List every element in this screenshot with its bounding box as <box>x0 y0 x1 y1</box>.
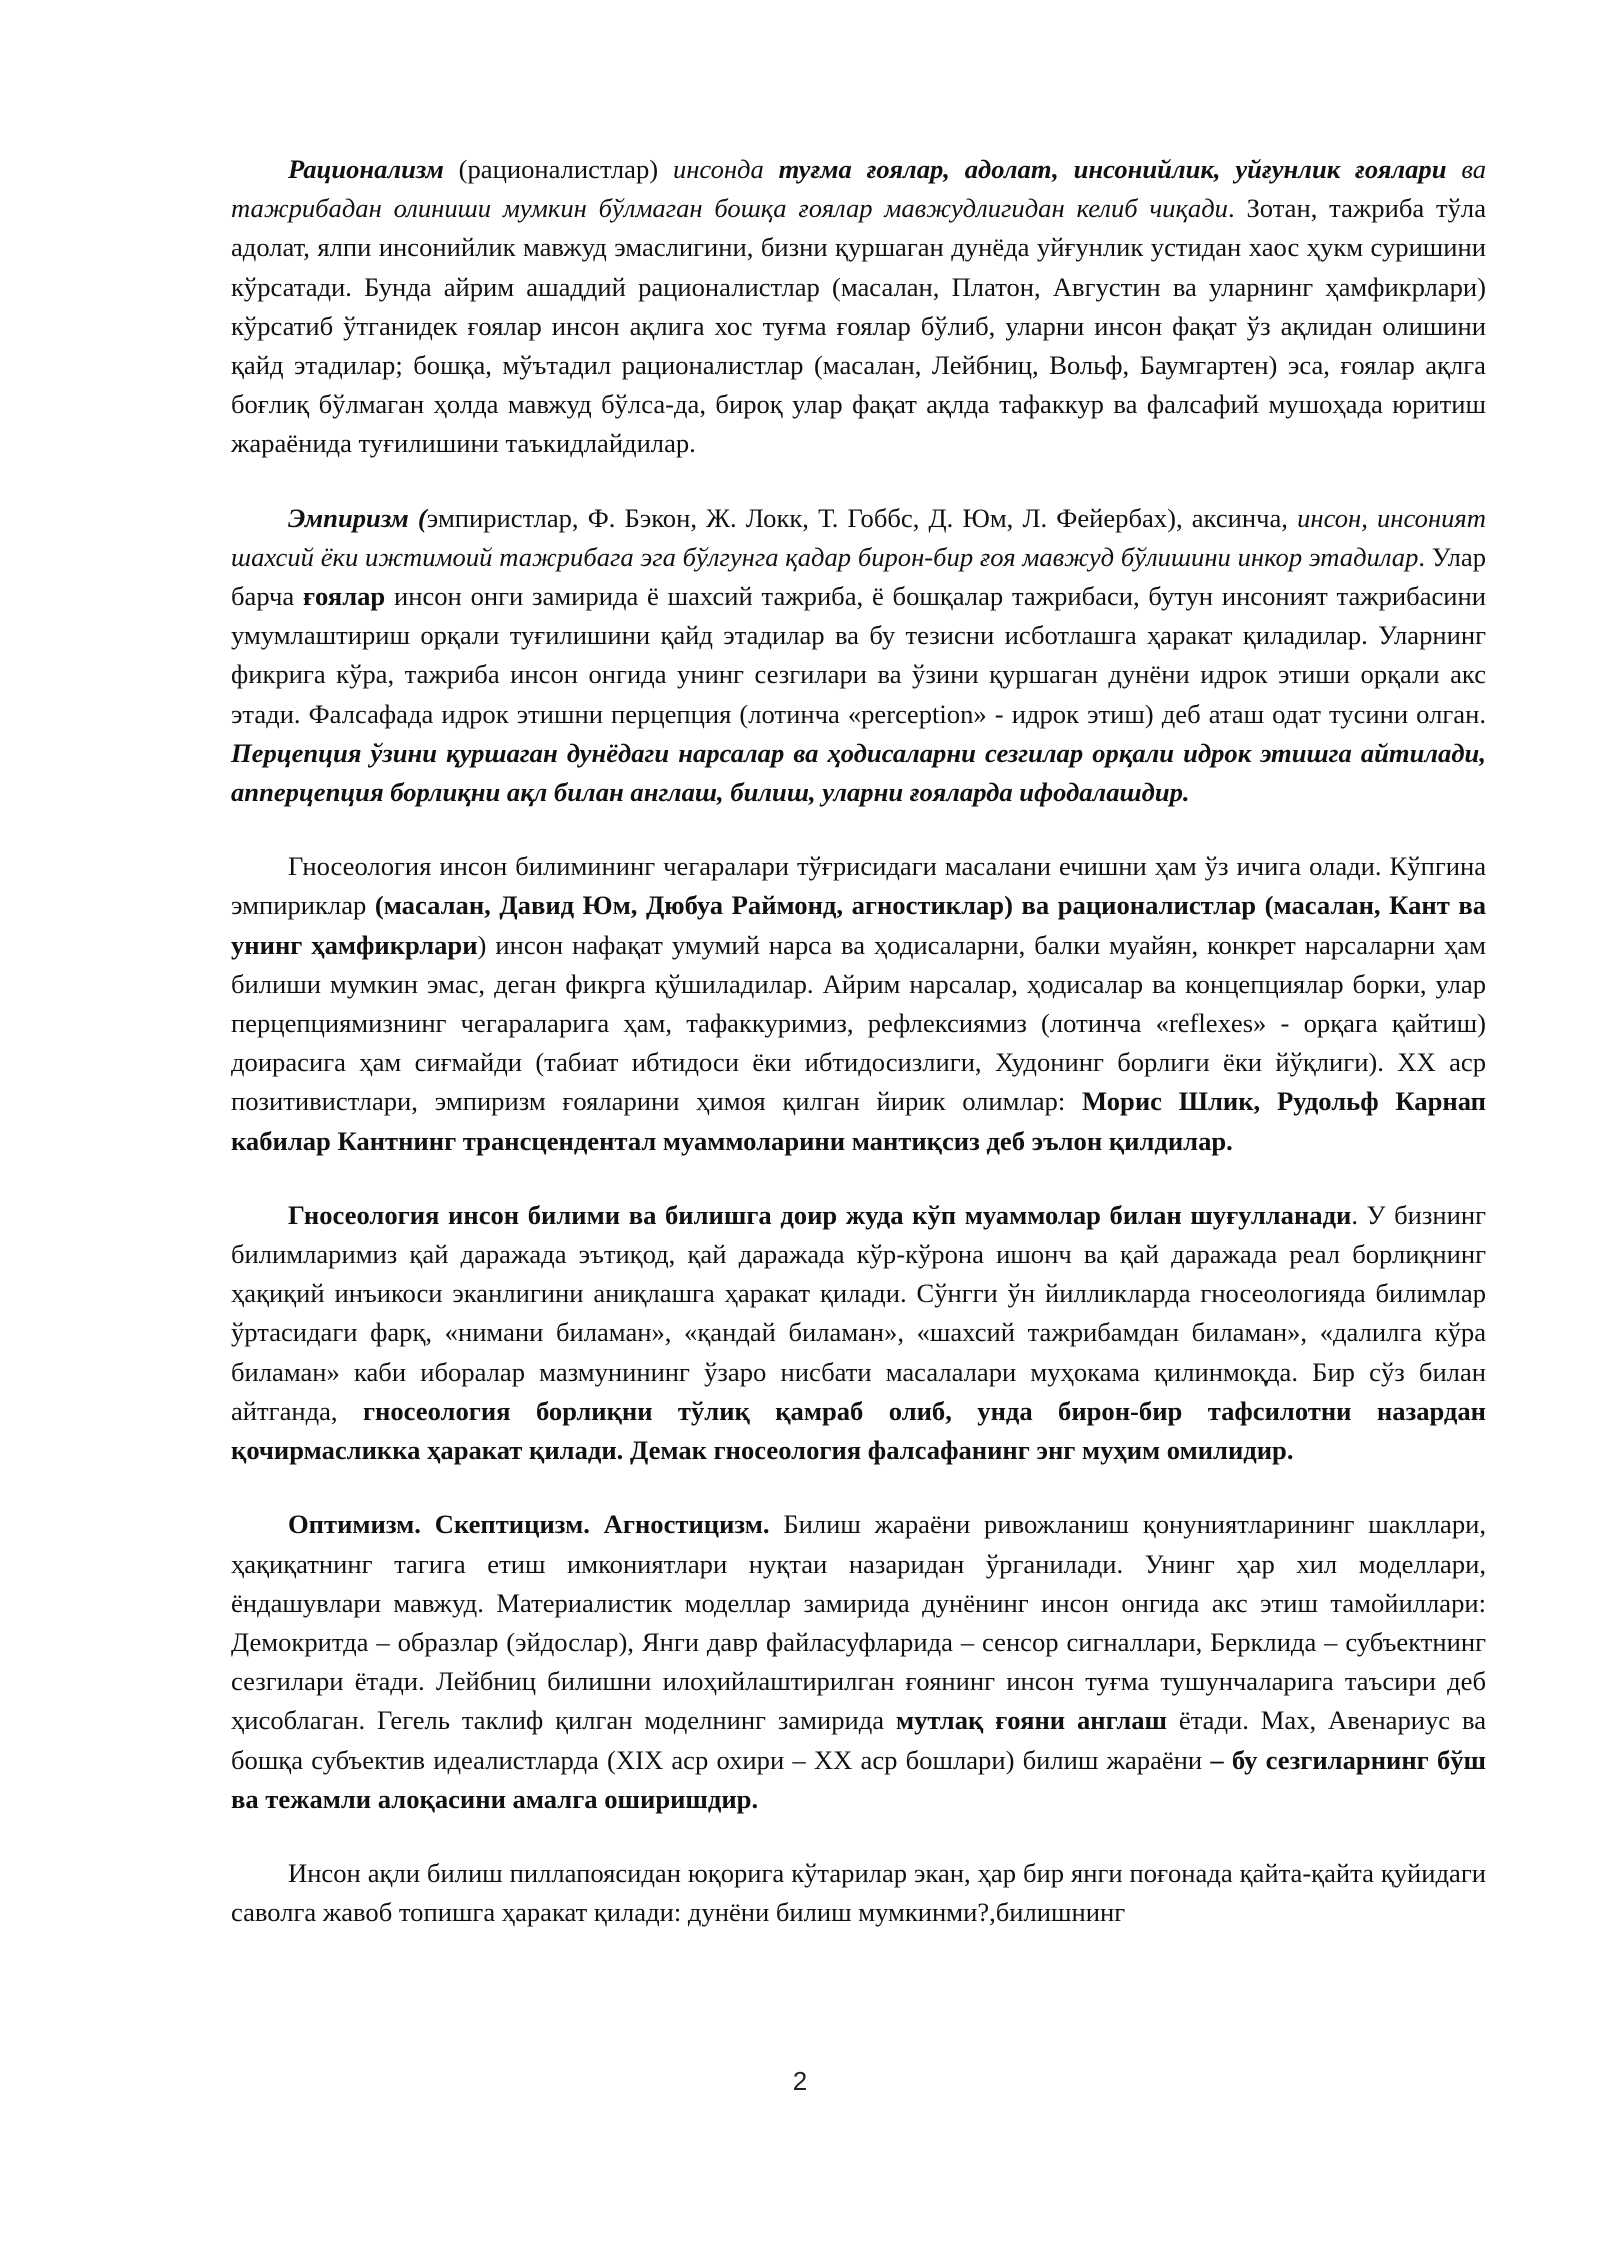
page-number: 2 <box>792 2066 808 2096</box>
text-run: мутлақ ғояни англаш <box>895 1705 1168 1736</box>
text-run: Эмпиризм ( <box>288 502 427 533</box>
text-run: – бу сезгиларнинг бўш ва тежамли алоқасини амалга оширишдир. <box>231 1744 1486 1814</box>
text-run: туғма ғоялар, адолат, инсонийлик, уйғунлик ғоялари <box>778 154 1447 184</box>
paragraph-optimism-skepticism <box>231 1505 1486 1819</box>
text-run: . Улар барча <box>231 541 1487 612</box>
text-run: (масалан, Давид Юм, Дюбуа Раймонд, агностиклар) ва рационалистлар (масалан, Кант ва унинг ҳамфикрлари <box>231 890 1486 960</box>
text-run: Инсон ақли билиш пиллапоясидан юқорига кўтарилар экан, ҳар бир янги поғонада қайта-қайта қуйидаги саволга жавоб топишга ҳаракат қилади: дунёни билиш мумкинми?,билишнинг <box>231 1857 1486 1928</box>
paragraph-human-mind <box>231 1854 1486 1932</box>
text-run: Перцепция ўзини қуршаган дунёдаги нарсалар ва ҳодисаларни сезгилар орқали идрок этишга айтилади, апперцепция борлиқни ақл билан англаш, билиш, уларни ғояларда ифодалашдир. <box>231 737 1486 808</box>
text-run: инсонда <box>672 154 779 184</box>
paragraph-rationalism <box>231 150 1486 464</box>
text-run: ) инсон нафақат умумий нарса ва ҳодисаларни, балки муайян, конкрет нарсаларни ҳам билиши мумкин эмас, деган фикрга қўшиладилар. Айрим нарсалар, ҳодисалар ва концепциялар борки, улар перцепциямизнинг чегараларига ҳам, тафаккуримиз, рефлексиямиз (лотинча «reflexes» - орқага қайтиш) доирасига ҳам сиғмайди (табиат ибтидоси ёки ибтидосизлиги, Худонинг борлиги ёки йўқлиги). XX аср позитивистлари, эмпиризм ғояларини ҳимоя қилган йирик олимлар: <box>231 929 1486 1117</box>
text-run: (рационалистлар) <box>443 154 673 184</box>
document-page <box>231 150 1486 1932</box>
text-run: эмпиристлар, Ф. Бэкон, Ж. Локк, Т. Гоббс, Д. Юм, Л. Фейербах), аксинча, <box>426 502 1298 533</box>
paragraph-gnoseology-limits <box>231 847 1486 1161</box>
paragraph-empiricism <box>231 499 1486 813</box>
text-run: ва тажрибадан олиниши мумкин бўлмаган бошқа ғоялар мавжудлигидан келиб чиқади <box>231 154 1486 224</box>
text-run: Гносеология инсон билимининг чегаралари тўғрисидаги масалани ечишни ҳам ўз ичига олади. Кўпгина эмпириклар <box>231 851 1486 921</box>
text-run: Билиш жараёни ривожланиш қонуниятларининг шакллари, ҳақиқатнинг тагига етиш имкониятлари нуқтаи назаридан ўрганилади. Унинг ҳар хил моделлари, ёндашувлари мавжуд. Материалистик моделлар замирида дунёнинг инсон онгида акс этиш тамойиллари: Демокритда – образлар (эйдослар), Янги давр файласуфларида – сенсор сигналлари, Берклида – субъектнинг сезгилари ётади. Лейбниц билишни илоҳийлаштирилган ғоянинг инсон туғма тушунчаларига таъсири деб ҳисоблаган. Гегель таклиф қилган моделнинг замирида <box>231 1509 1487 1736</box>
text-run: Гносеология инсон билими ва билишга доир жуда кўп муаммолар билан шуғулланади <box>288 1199 1352 1230</box>
text-run: ётади. Мах, Авенариус ва бошқа субъектив идеалистларда (XIX аср охири – XX аср бошлари) билиш жараёни <box>231 1705 1487 1775</box>
text-run: Морис Шлик, Рудольф Карнап кабилар Кантнинг трансцендентал муаммоларини мантиқсиз деб эълон қилдилар. <box>231 1086 1486 1156</box>
text-run: гносеология борлиқни тўлиқ қамраб олиб, унда бирон-бир тафсилотни назардан қочирмасликка ҳаракат қилади. Демак гносеология фалсафанинг энг муҳим омилидир. <box>231 1395 1487 1466</box>
text-run: . У бизнинг билимларимиз қай даражада эътиқод, қай даражада кўр-кўрона ишонч ва қай даражада реал борлиқнинг ҳақиқий инъикоси эканлигини аниқлашга ҳаракат қилади. Сўнгги ўн йилликларда гносеологияда билимлар ўртасидаги фарқ, «нимани биламан», «қандай биламан», «шахсий тажрибамдан биламан», «далилга кўра биламан» каби иборалар мазмунининг ўзаро нисбати масалалари муҳокама қилинмоқда. Бир сўз билан айтганда, <box>231 1199 1486 1426</box>
text-run: инсон, инсоният шахсий ёки ижтимоий тажрибага эга бўлгунга қадар бирон-бир ғоя мавжуд бўлишини инкор этадилар <box>231 502 1486 572</box>
text-run: инсон онги замирида ё шахсий тажриба, ё бошқалар тажрибаси, бутун инсоният тажрибасини умумлаштириш орқали туғилишини қайд этадилар ва бу тезисни исботлашга ҳаракат қиладилар. Уларнинг фикрига кўра, тажриба инсон онгида унинг сезгилари ва ўзини қуршаган дунёни идрок этиши орқали акс этади. Фалсафада идрок этишни перцепция (лотинча «perception» - идрок этиш) деб аташ одат тусини олган. <box>231 581 1486 729</box>
paragraph-gnoseology-problems <box>231 1196 1486 1470</box>
text-run: . Зотан, тажриба тўла адолат, ялпи инсонийлик мавжуд эмаслигини, бизни қуршаган дунёда уйғунлик устидан хаос ҳукм суришини кўрсатади. Бунда айрим ашаддий рационалистлар (масалан, Платон, Августин ва уларнинг ҳамфикрлари) кўрсатиб ўтганидек ғоялар инсон ақлига хос туғма ғоялар бўлиб, уларни инсон фақат ўз ақлидан олишини қайд этадилар; бошқа, мўътадил рационалистлар (масалан, Лейбниц, Вольф, Баумгартен) эса, ғоялар ақлга боғлиқ бўлмаган ҳолда мавжуд бўлса-да, бироқ улар фақат ақлда тафаккур ва фалсафий мушоҳада юритиш жараёнида туғилишини таъкидлайдилар. <box>231 193 1486 459</box>
text-run: Рационализм <box>288 154 444 184</box>
text-run: ғоялар <box>302 581 386 612</box>
text-run: Оптимизм. Скептицизм. Агностицизм. <box>288 1509 770 1540</box>
